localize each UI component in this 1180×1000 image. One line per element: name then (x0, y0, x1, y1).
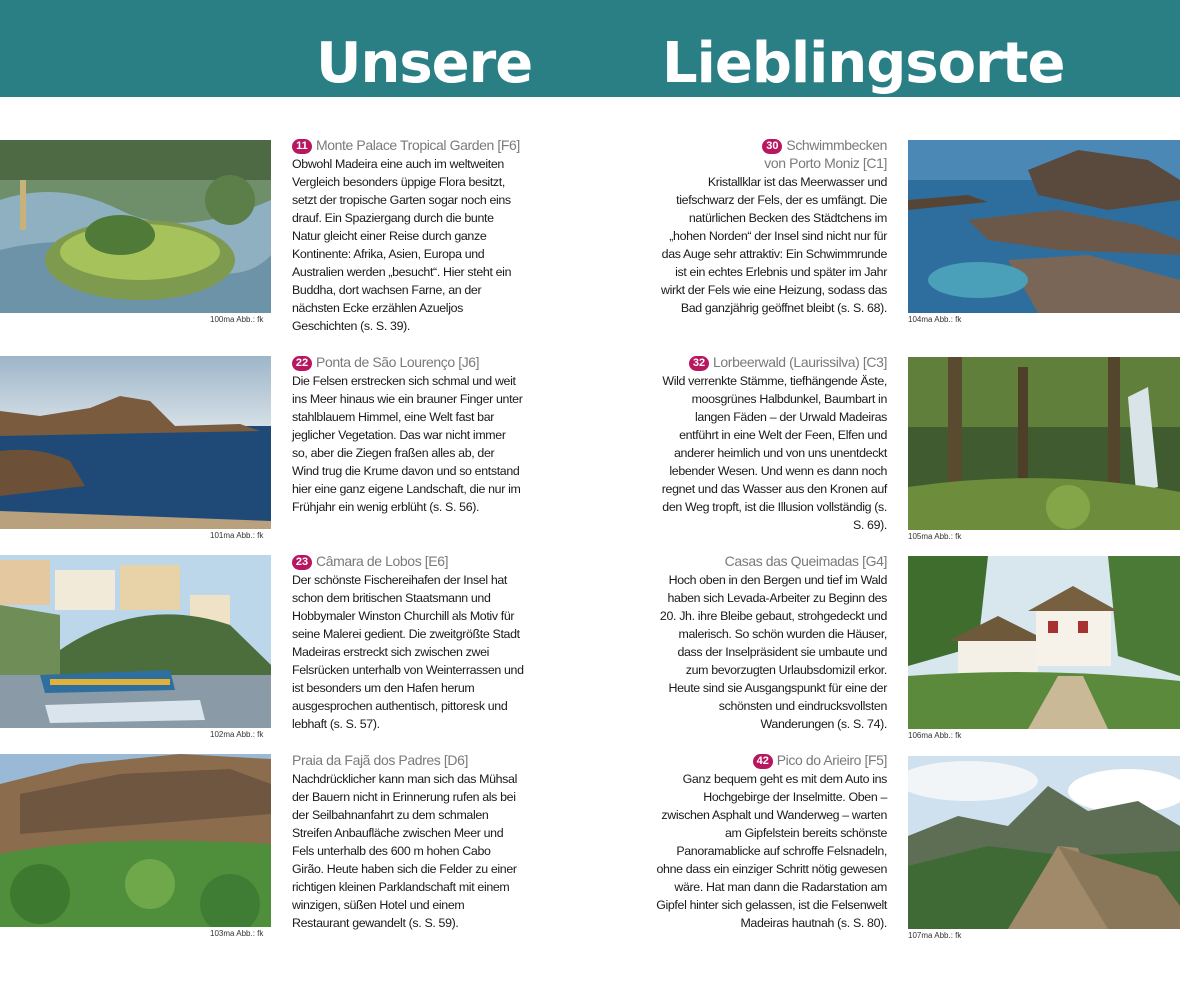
header-title-right: Lieblingsorte (662, 31, 1065, 96)
entry-body: Die Felsen erstrecken sich schmal und weit ins Meer hinaus wie ein brauner Finger unter stahlblauem Himmel, eine Welt fast bar jeglicher Vegetation. Das war nicht immer so, aber die Ziegen fraßen alles ab, der Wind trug die Krume davon und so entstand hier eine ganz eigene Landschaft, die nur im Frühjahr ein wenig erblüht (s. S. 56). (292, 374, 523, 514)
photo-praia-faja-dos-padres (0, 754, 271, 927)
photo-lorbeerwald (908, 357, 1180, 530)
entry-title: 11 Monte Palace Tropical Garden [F6] (292, 136, 524, 154)
photo-credit: 104ma Abb.: fk (908, 315, 962, 324)
entry-body: Hoch oben in den Bergen und tief im Wald haben sich Levada-Arbeiter zu Beginn des 20. Jh. ihre Bleibe gebaut, strohgedeckt und malerisch. So schön wurden die Häuser, dass der Inselpräsident sie umbaute und zum bevorzugten Urlaubsdomizil erkor. Heute sind sie Ausgangspunkt für eine der schönsten und eindrucksvollsten Wanderungen (s. S. 74). (659, 573, 887, 731)
entry-title: 30 Schwimmbecken von Porto Moniz [C1] (764, 137, 887, 171)
entry-title: 23 Câmara de Lobos [E6] (292, 552, 524, 570)
photo-credit: 102ma Abb.: fk (210, 730, 264, 739)
number-badge: 32 (689, 356, 709, 371)
header-title-left: Unsere (316, 31, 533, 96)
number-badge: 23 (292, 555, 312, 570)
photo-casas-das-queimadas (908, 556, 1180, 729)
entry-casas-das-queimadas (655, 552, 887, 733)
page-header (0, 0, 1180, 97)
photo-credit: 100ma Abb.: fk (210, 315, 264, 324)
photo-credit: 106ma Abb.: fk (908, 731, 962, 740)
number-badge: 42 (753, 754, 773, 769)
entry-lorbeerwald (655, 353, 887, 534)
entry-praia-faja-dos-padres (292, 751, 524, 932)
entry-body: Kristallklar ist das Meerwasser und tiefschwarz der Fels, der es umfängt. Die natürlichen Becken des Städtchens im „hohen Norden“ der Insel sind nicht nur für das Auge sehr attraktiv: Ein Schwimmrunde ist ein echtes Erlebnis und später im Jahr wirkt der Fels wie eine Heizung, sodass das Bad ganzjährig geöffnet bleibt (s. S. 68). (661, 175, 887, 315)
photo-camara-de-lobos (0, 555, 271, 728)
photo-porto-moniz (908, 140, 1180, 313)
entry-body: Ganz bequem geht es mit dem Auto ins Hochgebirge der Inselmitte. Oben – zwischen Asphalt und Wanderweg – warten am Gipfelstein bereits schönste Panoramablicke auf schroffe Felsnadeln, ohne dass ein einziger Schritt nötig gewesen wäre. Hat man dann die Radarstation am Gipfel hinter sich gelassen, ist die Felsenwelt Madeiras hautnah (s. S. 80). (656, 772, 887, 930)
entry-title: Casas das Queimadas [G4] (724, 553, 887, 569)
photo-monte-palace (0, 140, 271, 313)
entry-body: Der schönste Fischereihafen der Insel hat schon dem britischen Staatsmann und Hobbymaler Winston Churchill als Motiv für seine Malerei gedient. Die zweitgrößte Stadt Madeiras erstreckt sich zwischen zwei Felsrücken unterhalb von Weinterrassen und ist besonders um den Hafen herum ausgesprochen authentisch, pittoresk und lebhaft (s. S. 57). (292, 573, 524, 731)
entry-body: Wild verrenkte Stämme, tiefhängende Äste, moosgrünes Halbdunkel, Baumbart in langen Fäden – der Urwald Madeiras entführt in eine Welt der Feen, Elfen und anderer heimlich und von uns unentdeckt lebender Wesen. Und wenn es dann noch regnet und das Wasser aus den Kronen auf den Weg tropft, ist die Illusion vollständig (s. S. 69). (661, 374, 887, 532)
photo-credit: 101ma Abb.: fk (210, 531, 264, 540)
photo-pico-do-arieiro (908, 756, 1180, 929)
entry-title: 42 Pico do Arieiro [F5] (655, 751, 887, 769)
entry-title: 32 Lorbeerwald (Laurissilva) [C3] (655, 353, 887, 371)
entry-porto-moniz (655, 136, 887, 317)
entry-monte-palace (292, 136, 524, 335)
photo-credit: 105ma Abb.: fk (908, 532, 962, 541)
number-badge: 22 (292, 356, 312, 371)
photo-ponta-sao-lourenco (0, 356, 271, 529)
entry-body: Nachdrücklicher kann man sich das Mühsal der Bauern nicht in Erinnerung rufen als bei der Seilbahnanfahrt zu dem schmalen Streifen Anbaufläche zwischen Meer und Fels unterhalb des 600 m hohen Cabo Girão. Heute haben sich die Felder zu einer richtigen kleinen Parklandschaft mit einem winzigen, süßen Hotel und einem Restaurant gewandelt (s. S. 59). (292, 772, 517, 930)
entry-ponta-sao-lourenco (292, 353, 524, 516)
number-badge: 30 (762, 139, 782, 154)
entry-body: Obwohl Madeira eine auch im weltweiten Vergleich besonders üppige Flora besitzt, setzt der tropische Garten sogar noch eins drauf. Ein Spaziergang durch die bunte Natur gleicht einer Reise durch ganze Kontinente: Afrika, Asien, Europa und Australien werden „besucht“. Hier steht ein Buddha, dort wachsen Farne, an der nächsten Ecke erzählen Azueljos Geschichten (s. S. 39). (292, 157, 512, 333)
photo-credit: 103ma Abb.: fk (210, 929, 264, 938)
entry-camara-de-lobos (292, 552, 524, 733)
number-badge: 11 (292, 139, 312, 154)
entry-pico-do-arieiro (655, 751, 887, 932)
photo-credit: 107ma Abb.: fk (908, 931, 962, 940)
entry-title: Praia da Fajã dos Padres [D6] (292, 752, 468, 768)
entry-title: 22 Ponta de São Lourenço [J6] (292, 353, 524, 371)
